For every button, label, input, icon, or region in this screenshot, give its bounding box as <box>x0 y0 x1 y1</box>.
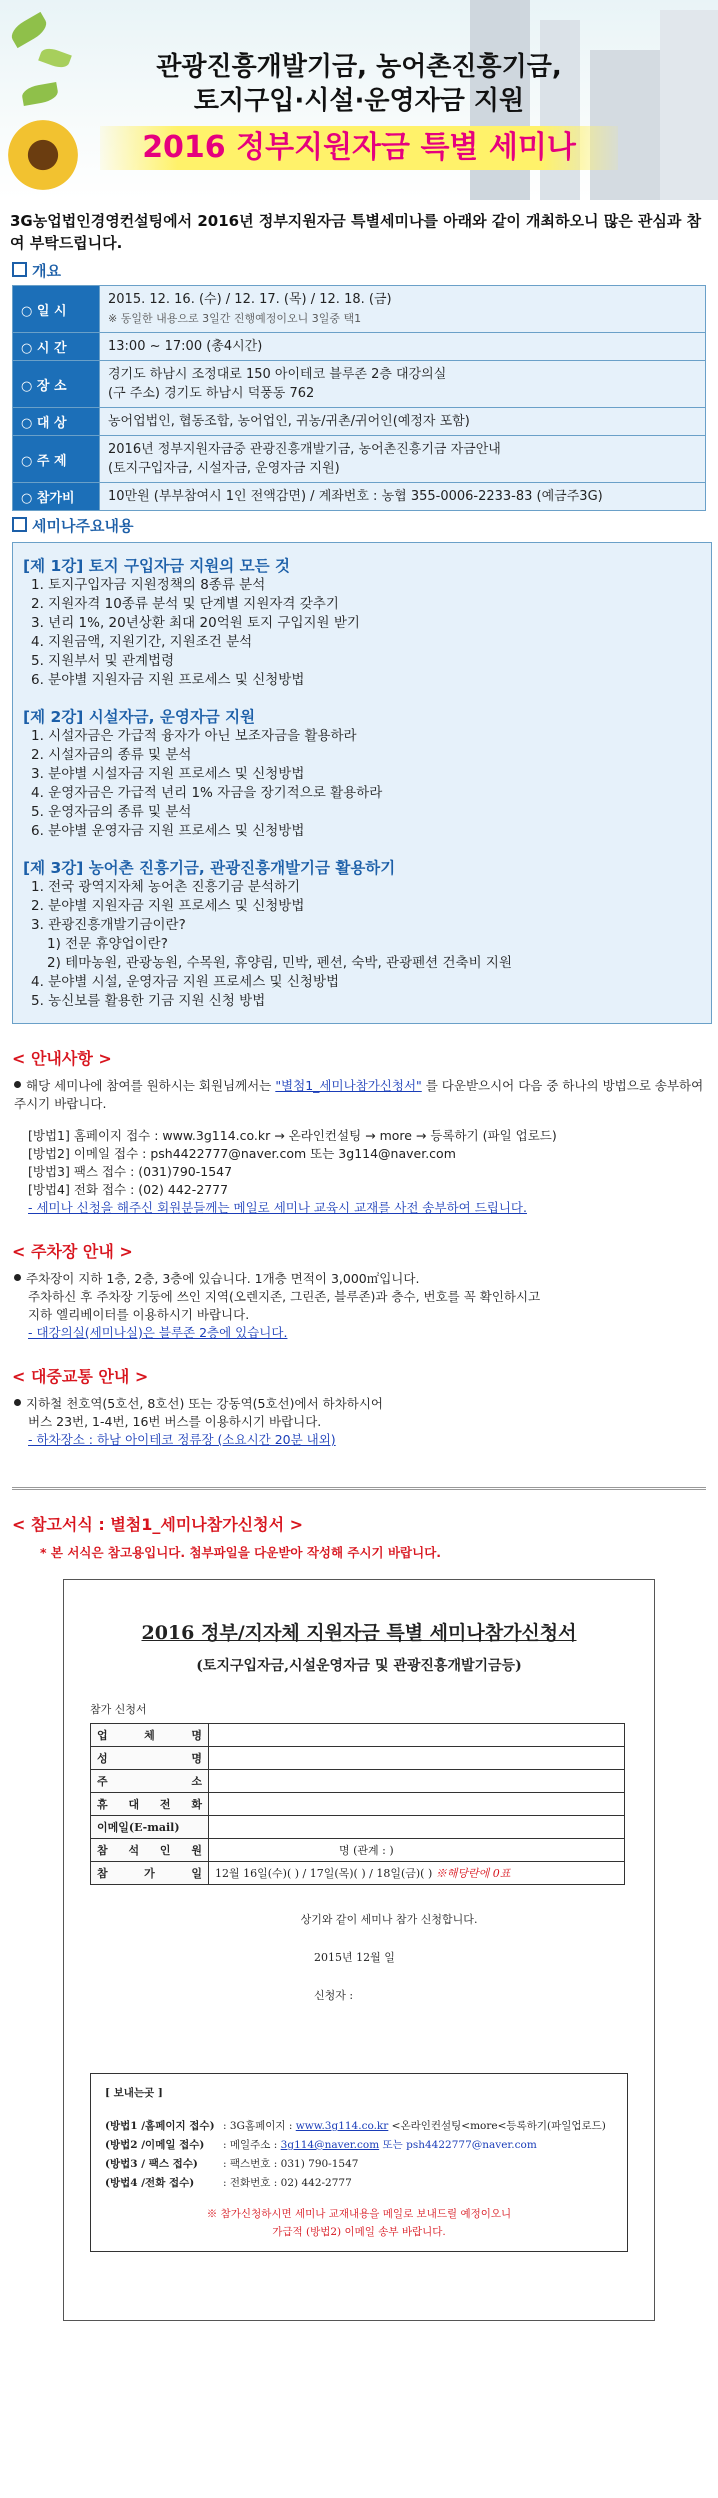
row-key-fee: ○ 참가비 <box>13 483 100 511</box>
form-title: 2016 정부/지자체 지원자금 특별 세미나참가신청서 <box>141 1622 577 1644</box>
form-date: 2015년 12월 일 <box>314 1951 395 1964</box>
list-item: 5. 지원부서 및 관계법령 <box>31 653 175 669</box>
lecture-title: [제 2강] 시설자금, 운영자금 지원 <box>23 708 256 726</box>
topic-value: 2016년 정부지원자금중 관광진흥개발기금, 농어촌진흥기금 자금안내 <box>108 442 501 457</box>
row-key-date: ○ 일 시 <box>13 286 100 333</box>
list-item: 2. 시설자금의 종류 및 분석 <box>31 747 192 763</box>
list-item: 4. 운영자금은 가급적 년리 1% 자금을 장기적으로 활용하라 <box>31 785 383 801</box>
application-form-link[interactable]: "별첨1_세미나참가신청서" <box>275 1078 422 1093</box>
overview-table <box>12 285 706 511</box>
list-subitem: 1) 전문 휴양업이란? <box>47 936 168 952</box>
reference-heading: < 참고서식 : 별첨1_세미나참가신청서 > <box>12 1515 304 1534</box>
transit-heading: < 대중교통 안내 > <box>12 1367 149 1386</box>
list-item: 3. 관광진흥개발기금이란? <box>31 917 186 933</box>
seminar-banner <box>0 0 718 200</box>
lecture-title: [제 1강] 토지 구입자금 지원의 모든 것 <box>23 557 290 575</box>
bullet-icon <box>14 1081 21 1088</box>
list-item: 1. 전국 광역지자체 농어촌 진흥기금 분석하기 <box>31 879 301 895</box>
table-row <box>91 1816 625 1839</box>
send-note: ※ 참가신청하시면 세미나 교재내용을 메일로 보내드릴 예정이오니 가급적 (방법2) 이메일 송부 바랍니다. <box>206 2208 512 2238</box>
send-method-row: (방법1 /홈페이지 접수) : 3G홈페이지 : www.3g114.co.kr <온라인컨설팅<more<등록하기(파일업로드) <box>105 2120 606 2132</box>
list-item: 2. 지원자격 10종류 분석 및 단계별 지원자격 갖추기 <box>31 596 339 612</box>
reference-warning: * 본 서식은 참고용입니다. 첨부파일을 다운받아 작성해 주시기 바랍니다. <box>40 1545 442 1560</box>
transit-text: 지하철 천호역(5호선, 8호선) 또는 강동역(5호선)에서 하차하시어 버스 23번, 1-4번, 16번 버스를 이용하시기 바랍니다. - 하차장소 : 하남 아이테코 정류장 (소요시간 20분 내외) <box>14 1395 706 1449</box>
bullet-icon <box>14 1399 21 1406</box>
guide-heading: < 안내사항 > <box>12 1049 112 1068</box>
field-label: 이메일(E-mail) <box>91 1816 209 1839</box>
list-item: 1. 토지구입자금 지원정책의 8종류 분석 <box>31 577 266 593</box>
date-note: ※ 동일한 내용으로 3일간 진행예정이오니 3일중 택1 <box>108 312 362 325</box>
banner-title-line1: 관광진흥개발기금, 농어촌진흥기금, <box>156 52 562 82</box>
bullet-icon <box>14 1274 21 1281</box>
form-confirm-text: 상기와 같이 세미나 참가 신청합니다. <box>300 1913 478 1926</box>
sunflower-graphic <box>8 120 78 190</box>
table-row <box>91 1793 625 1816</box>
table-row <box>91 1839 625 1862</box>
divider <box>12 1487 706 1490</box>
list-item: 5. 운영자금의 종류 및 분석 <box>31 804 192 820</box>
curriculum-box <box>12 542 712 1024</box>
parking-heading: < 주차장 안내 > <box>12 1242 133 1261</box>
field-label: 성 명 <box>91 1747 209 1770</box>
field-label: 참 석 인 원 <box>91 1839 209 1862</box>
method-line: [방법3] 팩스 접수 : (031)790-1547 <box>28 1164 233 1179</box>
table-row <box>13 408 706 436</box>
table-row <box>91 1862 625 1885</box>
leaf-graphic <box>8 12 51 48</box>
list-item: 6. 분야별 운영자금 지원 프로세스 및 신청방법 <box>31 823 305 839</box>
date-note: ※해당란에 0표 <box>435 1867 511 1880</box>
method-line: [방법2] 이메일 접수 : psh4422777@naver.com 또는 3g114@naver.com <box>28 1146 456 1161</box>
target-value: 농어업법인, 협동조합, 농어업인, 귀농/귀촌/귀어인(예정자 포함) <box>100 408 706 436</box>
table-row <box>13 483 706 511</box>
banner-title-line2: 토지구입·시설·운영자금 지원 <box>193 86 525 116</box>
list-item: 6. 분야별 지원자금 지원 프로세스 및 신청방법 <box>31 672 305 688</box>
square-icon <box>12 517 27 532</box>
parking-text: 주차장이 지하 1층, 2층, 3층에 있습니다. 1개층 면적이 3,000㎡입니다. 주차하신 후 주차장 기둥에 쓰인 지역(오렌지존, 그린존, 블루존)과 층수, 번호를 꼭 확인하시고 지하 엘리베이터를 이용하시기 바랍니다. - 대강의실(세미나실)은 블루존 2층에 있습니다. <box>14 1270 706 1342</box>
table-row <box>13 436 706 483</box>
field-label: 업 체 명 <box>91 1724 209 1747</box>
row-key-place: ○ 장 소 <box>13 361 100 408</box>
list-item: 1. 시설자금은 가급적 융자가 아닌 보조자금을 활용하라 <box>31 728 357 744</box>
place-old-address: (구 주소) 경기도 하남시 덕풍동 762 <box>108 386 315 401</box>
method-line: [방법4] 전화 접수 : (02) 442-2777 <box>28 1182 229 1197</box>
row-key-topic: ○ 주 제 <box>13 436 100 483</box>
date-value: 2015. 12. 16. (수) / 12. 17. (목) / 12. 18. (금) <box>108 292 392 307</box>
form-label: 참가 신청서 <box>90 1703 147 1716</box>
table-row <box>91 1747 625 1770</box>
intro-text: 3G농업법인경영컨설팅에서 2016년 정부지원자금 특별세미나를 아래와 같이 개최하오니 많은 관심과 참여 부탁드립니다. <box>10 212 702 252</box>
list-item: 3. 분야별 시설자금 지원 프로세스 및 신청방법 <box>31 766 305 782</box>
table-row <box>13 361 706 408</box>
send-method-row: (방법3 / 팩스 접수) : 팩스번호 : 031) 790-1547 <box>105 2158 359 2170</box>
table-row <box>13 333 706 361</box>
table-row <box>91 1770 625 1793</box>
lecture-title: [제 3강] 농어촌 진흥기금, 관광진흥개발기금 활용하기 <box>23 859 396 877</box>
overview-heading: 개요 <box>12 260 706 281</box>
list-item: 2. 분야별 지원자금 지원 프로세스 및 신청방법 <box>31 898 305 914</box>
send-method-row: (방법4 /전화 접수) : 전화번호 : 02) 442-2777 <box>105 2177 352 2189</box>
place-value: 경기도 하남시 조정대로 150 아이테코 블루존 2층 대강의실 <box>108 367 447 382</box>
curriculum-heading: 세미나주요내용 <box>12 515 706 536</box>
field-label: 참 가 일 <box>91 1862 209 1885</box>
list-item: 5. 농신보를 활용한 기금 지원 신청 방법 <box>31 993 266 1009</box>
method-line: [방법1] 홈페이지 접수 : www.3g114.co.kr → 온라인컨설팅 → more → 등록하기 (파일 업로드) <box>28 1128 557 1143</box>
send-to-box <box>90 2073 628 2252</box>
send-to-title: [ 보내는곳 ] <box>105 2087 163 2099</box>
attendee-value: 명 (관계 : ) <box>209 1839 625 1862</box>
fee-value: 10만원 (부부참여시 1인 전액감면) / 계좌번호 : 농협 355-0006-2233-83 (예금주3G) <box>100 483 706 511</box>
row-key-time: ○ 시 간 <box>13 333 100 361</box>
list-item: 4. 분야별 시설, 운영자금 지원 프로세스 및 신청방법 <box>31 974 340 990</box>
field-label: 주 소 <box>91 1770 209 1793</box>
row-key-target: ○ 대 상 <box>13 408 100 436</box>
banner-title-main: 2016 정부지원자금 특별 세미나 <box>100 126 618 170</box>
guide-note-link[interactable]: - 세미나 신청을 해주신 회원분들께는 메일로 세미나 교육시 교재를 사전 송부하여 드립니다. <box>28 1200 527 1215</box>
list-item: 4. 지원금액, 지원기간, 지원조건 분석 <box>31 634 253 650</box>
date-options: 12월 16일(수)( ) / 17일(목)( ) / 18일(금)( ) <box>215 1867 433 1880</box>
square-icon <box>12 262 27 277</box>
field-label: 휴 대 전 화 <box>91 1793 209 1816</box>
guide-text: 해당 세미나에 참여를 원하시는 회원님께서는 "별첨1_세미나참가신청서" 를 다운받으시어 다음 중 하나의 방법으로 송부하여 주시기 바랍니다. [방법1] 홈페이지 접수 : www.3g114.co.kr → 온라인컨설팅 → more → 등록하기 (파일 업로드) [방법2] 이메일 접수 : psh4422777@naver.com 또는 3g114@naver.com [방법3] 팩스 접수 : (031)790-1547 [방법4] 전화 접수 : (02) 442-2777 - 세미나 신청을 해주신 회원분들께는 메일로 세미나 교육시 교재를 사전 송부하여 드립니다. <box>14 1077 706 1217</box>
application-form-image <box>63 1579 655 2321</box>
topic-detail: (토지구입자금, 시설자금, 운영자금 지원) <box>108 461 340 476</box>
form-table <box>90 1723 625 1885</box>
table-row <box>91 1724 625 1747</box>
list-subitem: 2) 테마농원, 관광농원, 수목원, 휴양림, 민박, 펜션, 숙박, 관광펜션 건축비 지원 <box>47 955 512 971</box>
send-method-row: (방법2 /이메일 접수) : 메일주소 : 3g114@naver.com 또는 psh4422777@naver.com <box>105 2139 537 2151</box>
transit-note-link[interactable]: - 하차장소 : 하남 아이테코 정류장 (소요시간 20분 내외) <box>28 1432 336 1447</box>
table-row <box>13 286 706 333</box>
list-item: 3. 년리 1%, 20년상환 최대 20억원 토지 구입지원 받기 <box>31 615 360 631</box>
form-subtitle: (토지구입자금,시설운영자금 및 관광진흥개발기금등) <box>196 1658 522 1674</box>
parking-note-link[interactable]: - 대강의실(세미나실)은 블루존 2층에 있습니다. <box>28 1325 288 1340</box>
form-signer: 신청자 : <box>314 1989 354 2002</box>
time-value: 13:00 ~ 17:00 (총4시간) <box>100 333 706 361</box>
